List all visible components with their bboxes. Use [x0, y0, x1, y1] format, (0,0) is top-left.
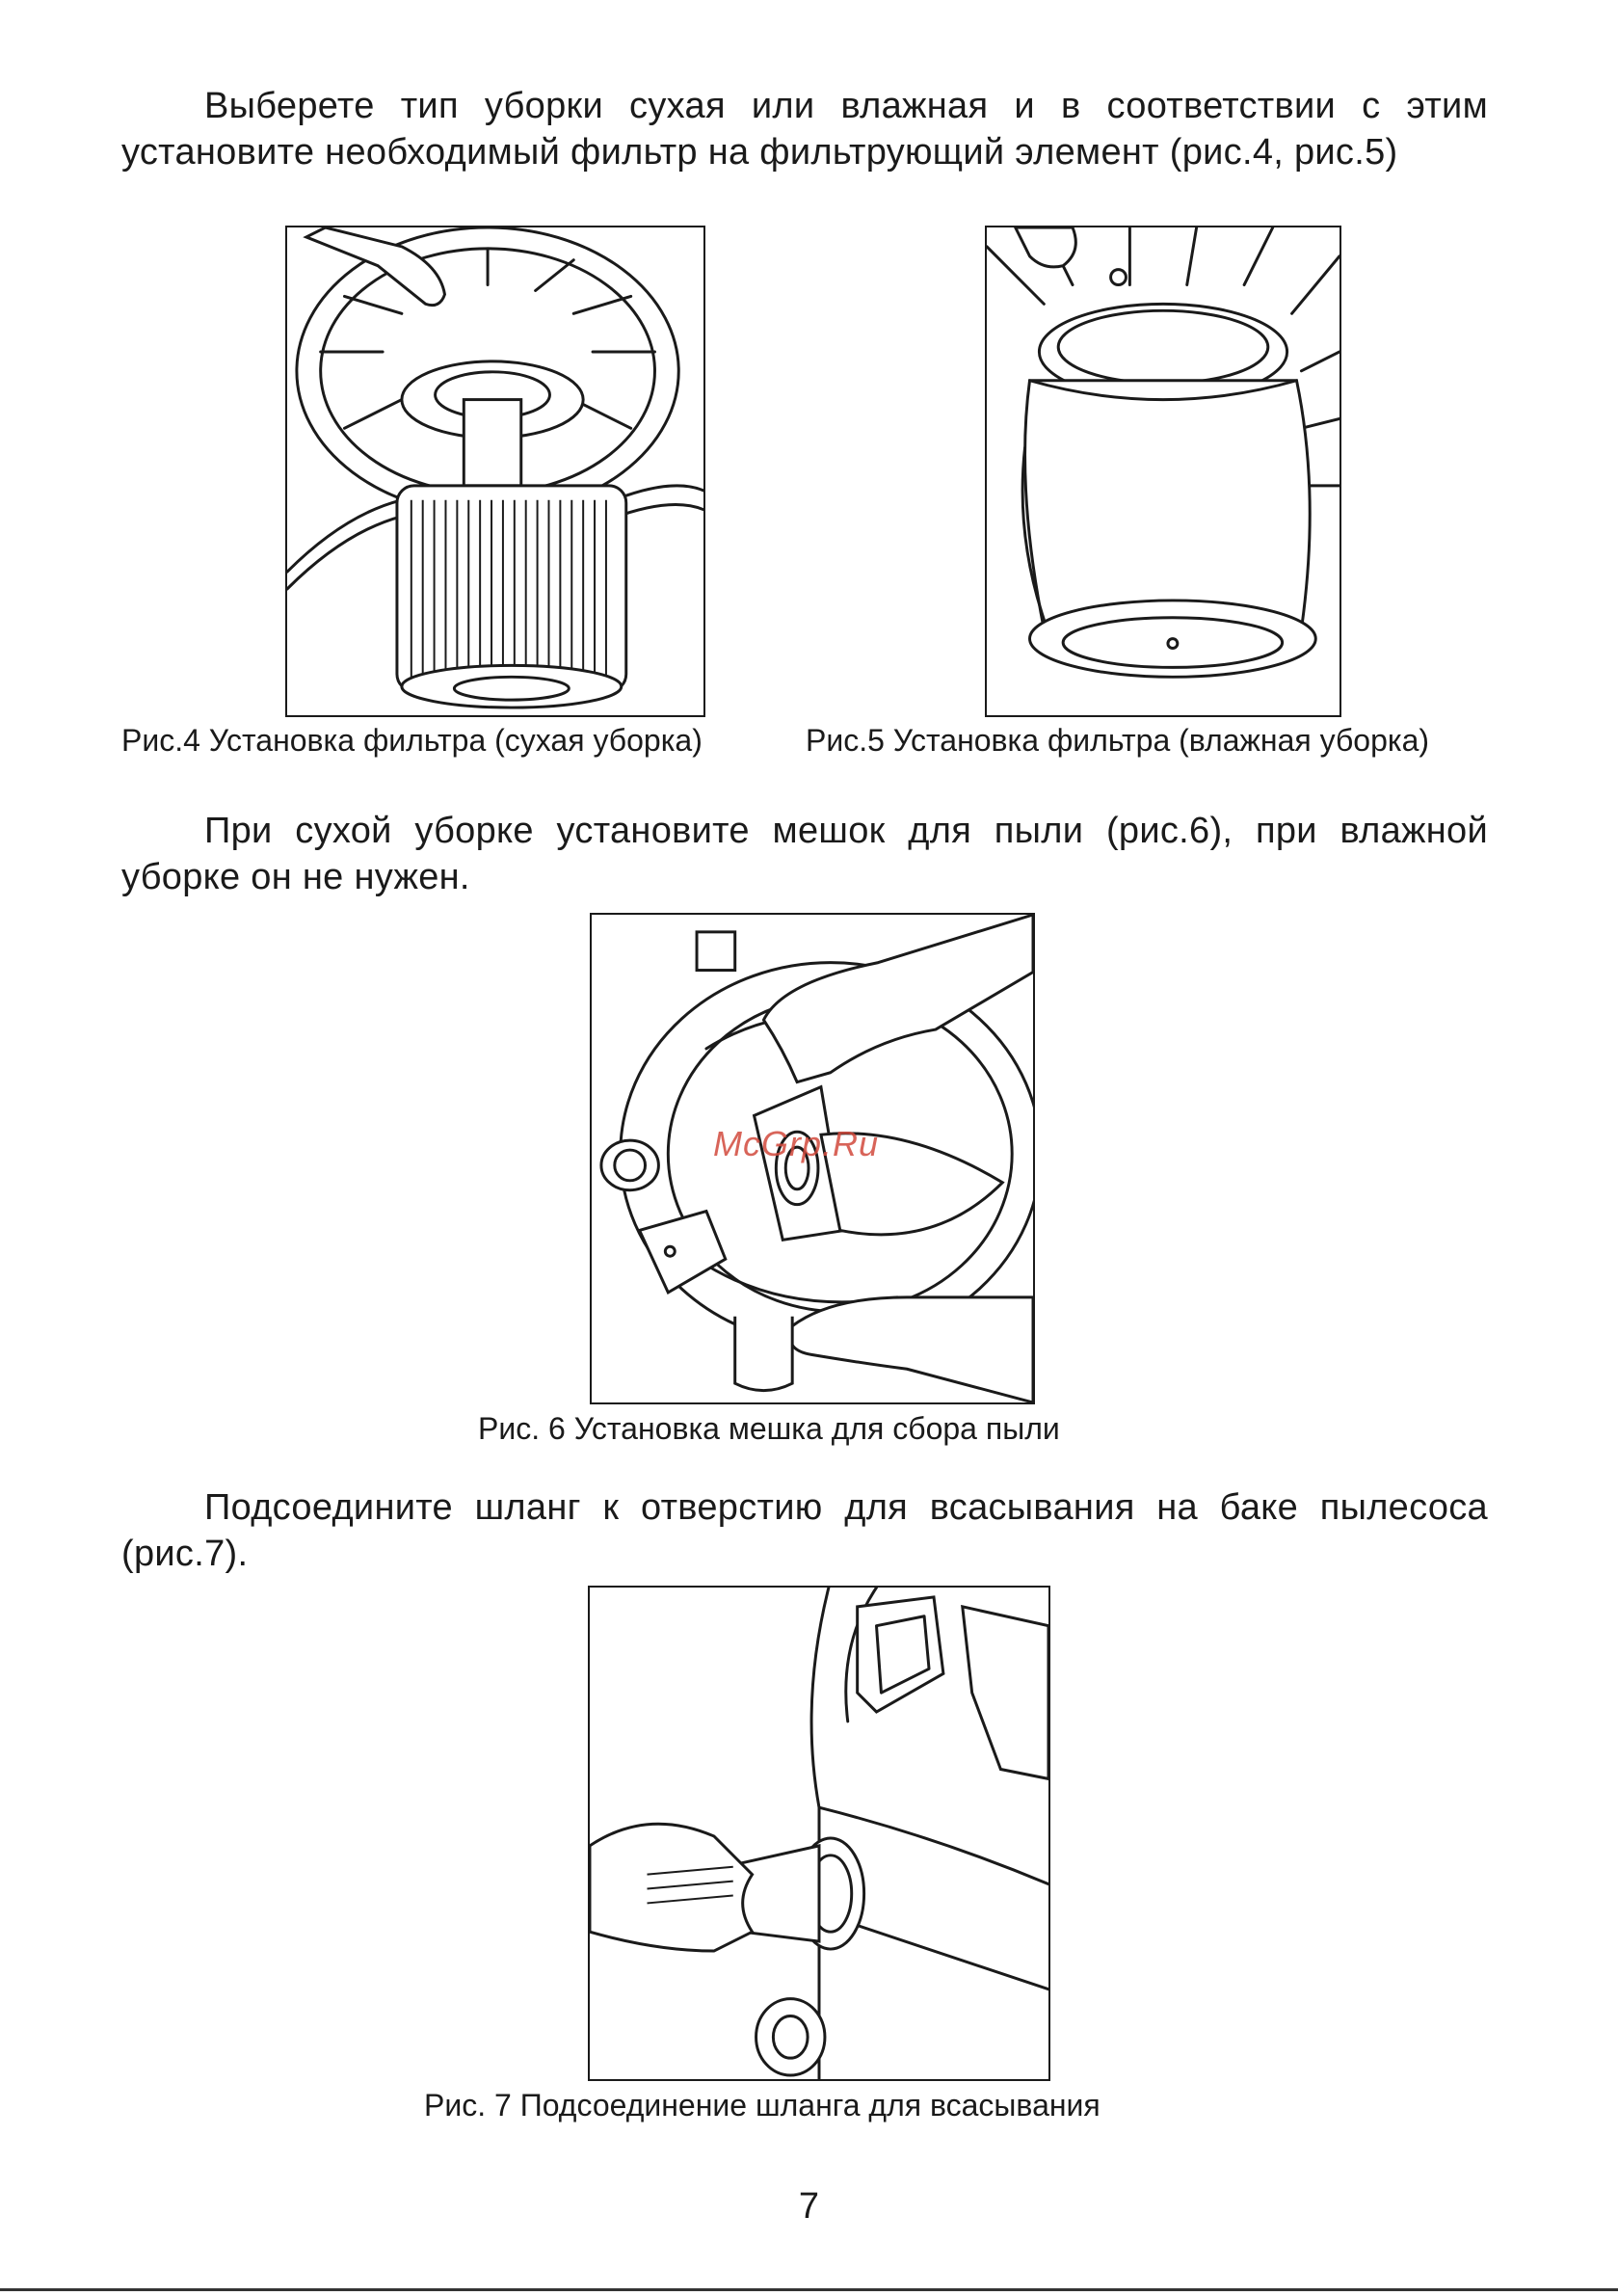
figure-7-caption: Рис. 7 Подсоединение шланга для всасывания	[424, 2088, 1101, 2122]
figure-5-wet-filter-illustration	[985, 226, 1341, 717]
paragraph-text: Подсоедините шланг к отверстию для всасывания на баке пылесоса (рис.7).	[121, 1487, 1488, 1574]
bottom-rule	[0, 2288, 1618, 2291]
dry-filter-drawing	[287, 227, 703, 715]
hose-connection-drawing	[590, 1588, 1048, 2079]
paragraph-hose-connection	[121, 1484, 1488, 1577]
paragraph-dust-bag	[121, 808, 1488, 900]
watermark-text: McGrp.Ru	[713, 1124, 880, 1163]
figure-5-caption: Рис.5 Установка фильтра (влажная уборка)	[806, 723, 1430, 758]
figure-4-dry-filter-illustration	[285, 226, 705, 717]
wet-filter-drawing	[987, 227, 1339, 715]
figure-6-caption: Рис. 6 Установка мешка для сбора пыли	[478, 1411, 1060, 1446]
figure-4-caption: Рис.4 Установка фильтра (сухая уборка)	[121, 723, 703, 758]
paragraph-text: При сухой уборке установите мешок для пыли (рис.6), при влажной уборке он не нужен.	[121, 811, 1488, 897]
paragraph-filter-choice	[121, 83, 1488, 175]
figure-7-hose-illustration	[588, 1586, 1050, 2081]
paragraph-text: Выберете тип уборки сухая или влажная и в соответствии с этим установите необходимый фильтр на фильтрующий элемент (рис.4, рис.5)	[121, 86, 1488, 173]
page-number: 7	[798, 2186, 820, 2227]
